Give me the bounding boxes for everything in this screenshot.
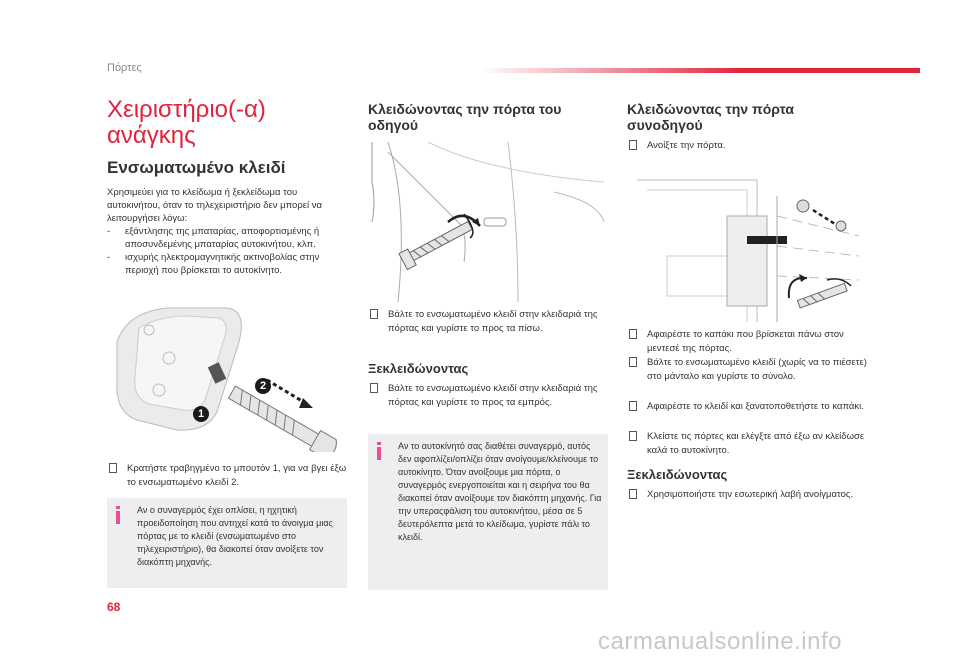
bullet-arrow-icon	[370, 383, 378, 392]
dash-marker: -	[107, 226, 111, 237]
intro-text: Χρησιμεύει για το κλείδωμα ή ξεκλείδωμα του αυτοκινήτου, όταν το τηλεχειριστήριο δεν μπορεί να λειτουργήσει λόγω:	[107, 187, 322, 224]
callout-2: 2	[255, 378, 271, 394]
section-heading-lock-passenger-door: Κλειδώνοντας την πόρτα συνοδηγού	[627, 101, 794, 133]
bullet-inner-handle	[627, 488, 877, 502]
section-label: Πόρτες	[107, 62, 142, 74]
info-text: Αν το αυτοκίνητό σας διαθέτει συναγερμό, αυτός δεν αφοπλίζει/οπλίζει όταν ανοίγουμε/κλείνουμε το αυτοκίνητο. Όταν ανοίξουμε μια πόρτα, ο συναγερμός ενεργοποιείται και η σειρήνα του θα διακοπεί όταν ανοίξουμε τον διακόπτη μηχανής. Για την υπεραςφάλιση του αυτοκινήτου, μέσα σε 5 δευτερόλεπτα μετά το κλείδωμα, γυρίστε πάλι το κλειδί.	[398, 441, 602, 542]
bullet-insert-key	[627, 356, 877, 383]
list-item-text: εξάντλησης της μπαταρίας, αποφορτισμένης ή αποσυνδεμένης μπαταρίας αυτοκινήτου, κλπ.	[125, 226, 320, 250]
section-heading-unlocking-passenger: Ξεκλειδώνοντας	[627, 467, 728, 482]
bullet-arrow-icon	[370, 309, 378, 318]
info-box-alarm-lock	[368, 434, 608, 590]
bullet-arrow-icon	[629, 401, 637, 410]
bullet-text: Αφαιρέστε το καπάκι που βρίσκεται πάνω στον μεντεσέ της πόρτας.	[647, 329, 844, 354]
bullet-arrow-icon	[629, 431, 637, 440]
list-item	[107, 251, 347, 277]
section-heading-lock-driver-door: Κλειδώνοντας την πόρτα του οδηγού	[368, 101, 562, 133]
driver-door-lock-illustration	[368, 142, 606, 302]
bullet-text: Βάλτε το ενσωματωμένο κλειδί (χωρίς να το πιέσετε) στο μάνταλο και γυρίστε το σύνολο.	[647, 357, 867, 382]
bullet-arrow-icon	[629, 489, 637, 498]
bullet-unlock-driver	[368, 382, 618, 409]
callout-1: 1	[193, 406, 209, 422]
info-icon	[374, 442, 384, 460]
bullet-arrow-icon	[629, 140, 637, 149]
bullet-text: Βάλτε το ενσωματωμένο κλειδί στην κλειδαριά της πόρτας και γυρίστε το προς τα πίσω.	[388, 309, 598, 334]
page-number: 68	[107, 600, 121, 614]
list-item	[107, 225, 347, 251]
bullet-remove-cap	[627, 328, 877, 355]
dash-marker: -	[107, 252, 111, 263]
info-box-alarm	[107, 498, 347, 588]
bullet-text: Κλείστε τις πόρτες και ελέγξτε από έξω αν κλείδωσε καλά το αυτοκίνητο.	[647, 431, 865, 456]
bullet-lock-driver	[368, 308, 618, 335]
bullet-refit-cap	[627, 400, 877, 414]
bullet-open-door	[627, 139, 877, 153]
watermark: carmanualsonline.info	[598, 628, 842, 655]
bullet-text: Ανοίξτε την πόρτα.	[647, 140, 726, 151]
bullet-text: Κρατήστε τραβηγμένο το μπουτόν 1, για να βγει έξω το ενσωματωμένο κλειδί 2.	[127, 463, 347, 488]
bullet-arrow-icon	[629, 357, 637, 366]
header-accent-bar	[480, 68, 920, 73]
bullet-text: Χρησιμοποιήστε την εσωτερική λαβή ανοίγματος.	[647, 489, 854, 500]
info-icon	[113, 506, 123, 524]
bullet-arrow-icon	[629, 329, 637, 338]
remote-key-illustration	[107, 302, 347, 452]
bullet-arrow-icon	[109, 463, 117, 472]
passenger-door-lock-illustration	[627, 176, 859, 322]
info-text: Αν ο συναγερμός έχει οπλίσει, η ηχητική προειδοποίηση που αντηχεί κατά το άνοιγμα μιας πόρτας με το κλειδί (ενσωματωμένο στο τηλεχειριστήριο), θα διακοπεί όταν ανοίξετε τον διακόπτη μηχανής.	[137, 505, 333, 567]
section-heading-integrated-key: Ενσωματωμένο κλειδί	[107, 158, 286, 177]
bullet-text: Αφαιρέστε το κλειδί και ξανατοποθετήστε το καπάκι.	[647, 401, 864, 412]
bullet-check-locking	[627, 430, 877, 457]
list-item-text: ισχυρής ηλεκτρομαγνητικής ακτινοβολίας στην περιοχή που βρίσκεται το αυτοκίνητο.	[125, 252, 320, 276]
intro-paragraph	[107, 186, 347, 277]
bullet-extract-key	[107, 462, 355, 489]
page-title: Χειριστήριο(-α) ανάγκης	[107, 96, 266, 149]
bullet-text: Βάλτε το ενσωματωμένο κλειδί στην κλειδαριά της πόρτας και γυρίστε το προς τα εμπρός.	[388, 383, 598, 408]
section-heading-unlocking: Ξεκλειδώνοντας	[368, 361, 469, 376]
